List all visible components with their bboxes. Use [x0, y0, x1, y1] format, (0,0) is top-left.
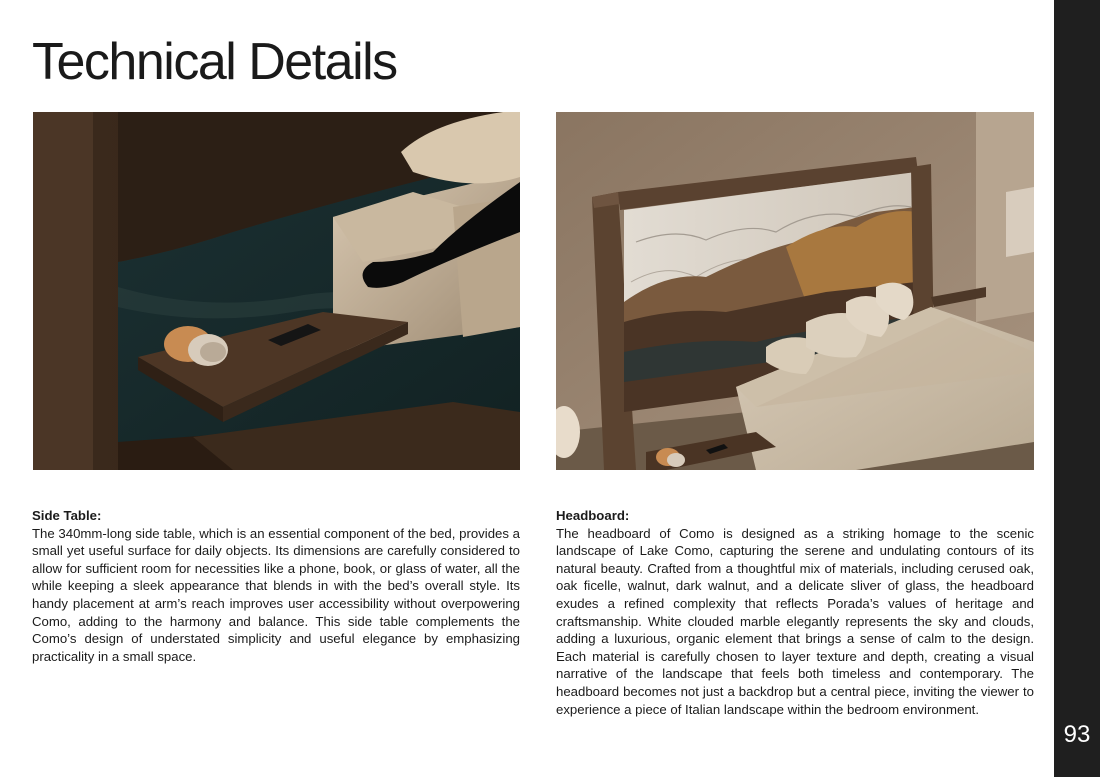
headboard-image — [556, 112, 1034, 470]
side-table-image — [33, 112, 520, 470]
side-table-section — [32, 507, 520, 665]
page-edge-bar — [1054, 0, 1100, 777]
page-number: 93 — [1063, 721, 1091, 748]
headboard-heading: Headboard: — [556, 508, 630, 523]
headboard-description: The headboard of Como is designed as a striking homage to the scenic landscape of Lake Como, capturing the serene and undulating contours of its natural beauty. Crafted from a thoughtful mix of materials, including cerused oak, oak ficelle, walnut, dark walnut, and a delicate sliver of glass, the headboard exudes a refined complexity that reflects Porada’s values of heritage and craftsmanship. White clouded marble elegantly represents the sky and clouds, adding a luxurious, organic element that brings a sense of calm to the design. Each material is carefully chosen to layer texture and depth, creating a visual narrative of the landscape that feels both timeless and contemporary. The headboard becomes not just a backdrop but a central piece, inviting the viewer to experience a piece of Italian landscape within the bedroom environment. — [556, 525, 1034, 717]
headboard-section — [556, 507, 1034, 718]
side-table-heading: Side Table: — [32, 508, 102, 523]
side-table-description: The 340mm-long side table, which is an essential component of the bed, provides a small yet useful surface for daily objects. Its dimensions are carefully considered to allow for sufficient room for necessities like a phone, book, or glass of water, all the while keeping a sleek appearance that blends in with the bed’s overall style. Its handy placement at arm’s reach improves user accessibility without overpowering Como, adding to the harmony and balance. This side table complements the Como’s design of understated simplicity and useful elegance by emphasizing practicality in a small space. — [32, 525, 520, 664]
page-title: Technical Details — [32, 33, 397, 91]
